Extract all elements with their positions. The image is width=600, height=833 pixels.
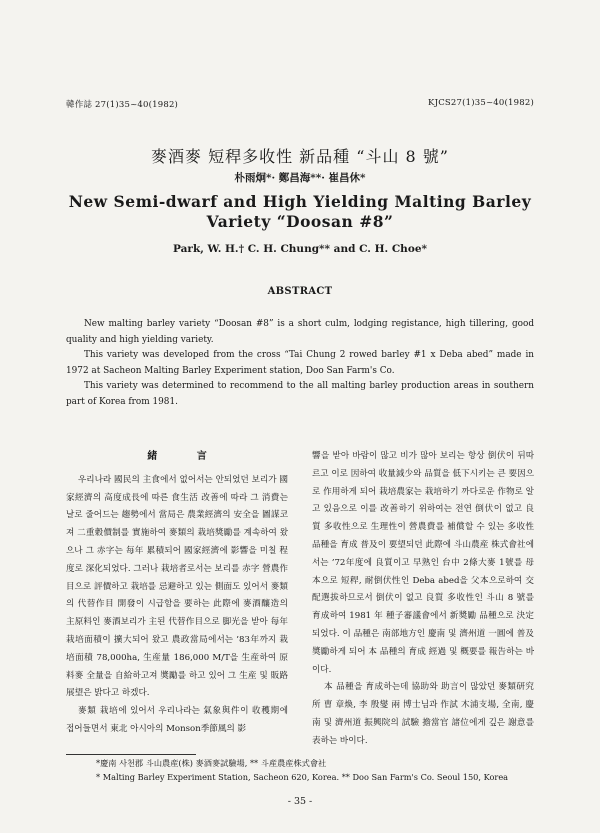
- footnote-divider: [66, 754, 196, 755]
- title-english-line-1: New Semi-dwarf and High Yielding Malting Barley: [68, 192, 532, 211]
- title-english: [0, 192, 600, 232]
- body-paragraph: 麥類 栽培에 있어서 우리나라는 氣象與件이 收穫期에 접어들면서 東北 아시아의 Monson季節風의 影: [66, 706, 288, 734]
- left-column: [66, 448, 288, 739]
- abstract-body: [66, 317, 534, 410]
- authors-english: Park, W. H.† C. H. Chung** and C. H. Choe*: [173, 243, 427, 255]
- page-number: - 35 -: [287, 796, 313, 807]
- abstract-heading: ABSTRACT: [267, 286, 333, 297]
- body-paragraph: 우리나라 國民의 主食에서 없어서는 안되었던 보리가 國家經濟의 高度成長에 따른 食生活 改善에 따라 그 消費는 날로 줄어드는 趨勢에서 當局은 農業經濟의 安全을 圖謀코져 二重穀價制를 實施하여 麥類의 栽培獎勵를 계속하여 왔으나 그 赤字는 每年 累積되어 國家經濟에 影響을 미칠 程度로 深化되었다. 그러나 栽培者로서는 보리를 赤字 營農作目으로 評價하고 栽培를 忌避하고 있는 側面도 있어서 麥類의 代替作目 開發이 시급함을 要하는 此際에 麥酒釀造의 主原料인 麥酒보리가 主된 代替作目으로 脚光을 받아 每年 栽培面積이 擴大되어 왔고 農政當局에서는 ’83年까지 栽培面積 78,000ha, 生産量 186,000 M/T을 生産하여 原料麥 全量을 自給하고져 奬勵를 하고 있어 그 生産 및 販路 展望은 밝다고 하겠다.: [66, 474, 288, 699]
- body-paragraph: 響을 받아 바람이 많고 비가 많아 보리는 항상 倒伏이 뒤따르고 이로 因하여 收量減少와 品質을 低下시키는 큰 要因으로 作用하게 되어 栽培農家는 栽培하기 까다로운 作物로 알고 있음으로 이를 改善하기 위하여는 전연 倒伏이 없고 良質 多收性으로 生理性이 營農費를 補償할 수 있는 多收性 品種을 育成 普及이 要望되던 此際에 斗山農産 株式會社에서는 ’72年度에 良質이고 早熟인 台中 2條大麥 1號를 母本으로 短稈, 耐倒伏性인 Deba abed을 父本으로하여 交配選拔하므로서 倒伏이 없고 良質 多收性인 斗山 8 號를 育成하여 1981 年 種子審議會에서 新奬勵 品種으로 決定되었다. 이 品種은 南部地方인 慶南 및 濟州道 一圓에 普及 奬勵하게 되어 本 品種의 育成 經過 및 概要를 報告하는 바이다.: [312, 451, 534, 675]
- footnote-english: * Malting Barley Experiment Station, Sacheon 620, Korea. ** Doo San Farm's Co. Seoul 150, Korea: [96, 772, 509, 782]
- body-paragraph: 本 品種을 育成하는데 協助와 助言이 많았던 麥類研究所 曺 章煥, 李 殷燮 兩 博士님과 作試 木浦支場, 全南, 慶南 및 濟州道 振興院의 試驗 擔當官 諸位에게 깊은 謝意를 表하는 바이다.: [312, 682, 534, 746]
- title-english-line-2: Variety “Doosan #8”: [206, 212, 394, 231]
- journal-citation-english: KJCS27(1)35~40(1982): [428, 98, 534, 108]
- journal-citation-korean: 韓作誌 27(1)35~40(1982): [66, 100, 179, 110]
- abstract-paragraph: This variety was determined to recommend to the all malting barley production areas in southern part of Korea from 1981.: [66, 381, 534, 407]
- footnote-korean: *慶南 사천郡 斗山農産(株) 麥酒麥試驗場, ** 斗産農産株式會社: [96, 758, 327, 768]
- section-heading-introduction: 緒 言: [147, 451, 225, 462]
- abstract-paragraph: This variety was developed from the cross “Tai Chung 2 rowed barley #1 x Deba abed” made in 1972 at Sacheon Malting Barley Experiment station, Doo San Farm's Co.: [66, 350, 534, 376]
- right-column: [312, 448, 534, 751]
- authors-korean: 朴雨炯*· 鄭昌海**· 崔昌休*: [234, 172, 366, 184]
- title-korean: 麥酒麥 短稈多收性 新品種 “斗山 8 號”: [151, 147, 449, 166]
- abstract-paragraph: New malting barley variety “Doosan #8” is a short culm, lodging registance, high tillering, good quality and high yielding variety.: [66, 319, 534, 345]
